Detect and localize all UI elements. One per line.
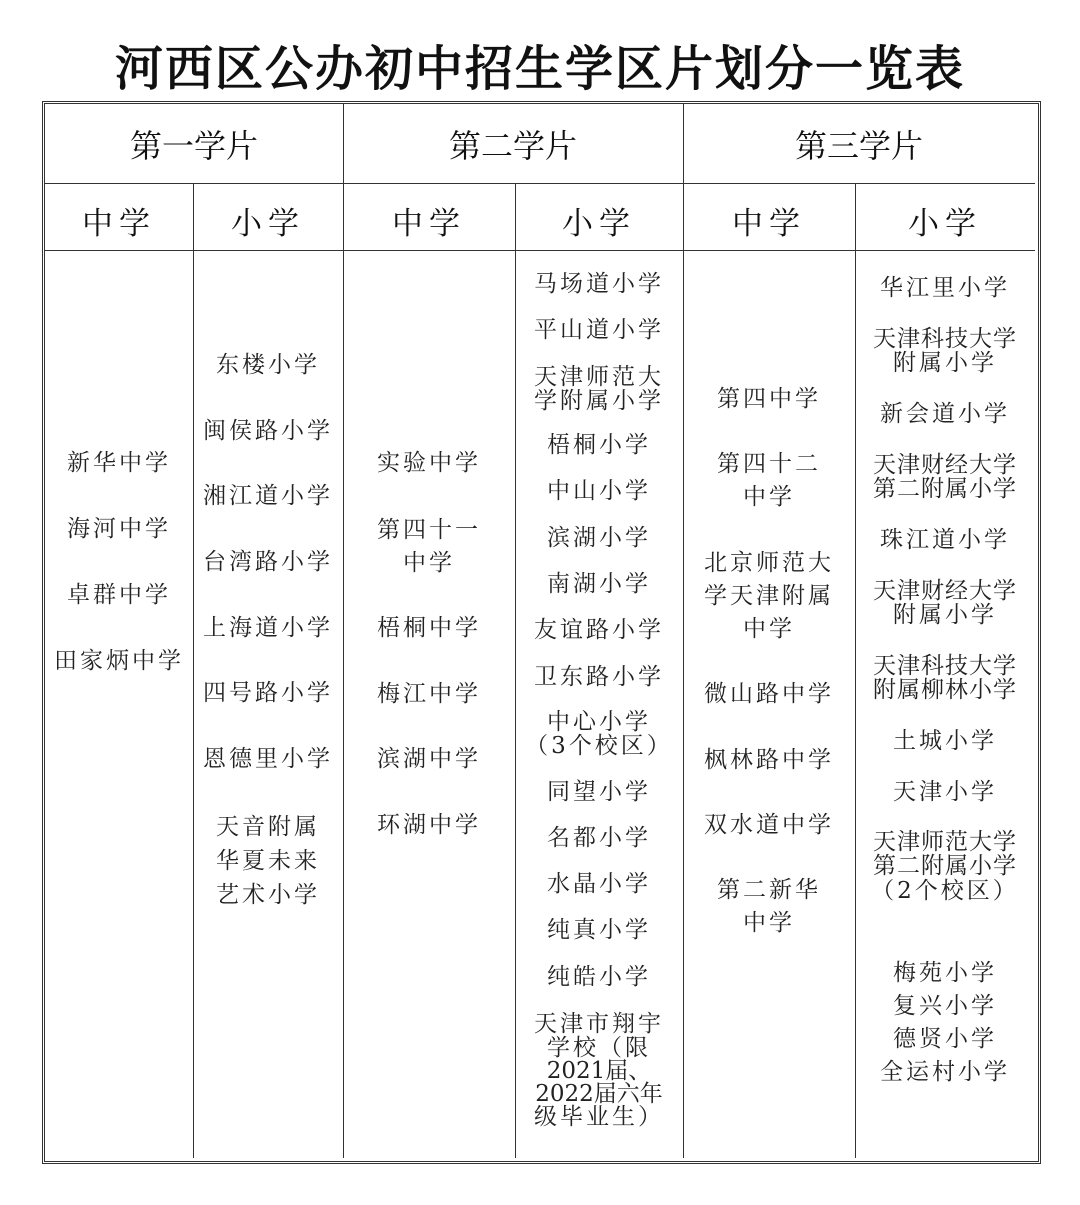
school-name: 第四十二 [717,451,821,477]
school-name: 湘江道小学 [203,483,333,509]
school-name: 德贤小学 [893,1026,997,1052]
school-name: 中学 [743,484,795,510]
school-name: 新会道小学 [880,401,1010,427]
school-name: 天津小学 [893,779,997,805]
school-name: 友谊路小学 [534,617,664,643]
school-name: 华夏未来 [216,848,320,874]
school-name: 艺术小学 [216,882,320,908]
school-name: 中学 [743,910,795,936]
zone3-middle-header: 中学 [732,206,806,242]
school-name: （3个校区） [525,733,673,759]
school-name: 实验中学 [377,450,481,476]
page-title: 河西区公办初中招生学区片划分一览表 [114,41,965,97]
school-name: 第四中学 [717,386,821,412]
school-name: 天津科技大学 [873,326,1017,352]
school-name: 新华中学 [67,450,171,476]
school-name: 枫林路中学 [704,747,834,773]
school-name: 天津市翔宇 [534,1011,664,1037]
school-name: 台湾路小学 [203,549,333,575]
school-name: 双水道中学 [704,812,834,838]
school-name: 复兴小学 [893,993,997,1019]
school-name: 附属小学 [893,350,997,376]
column-divider-1 [193,183,194,1158]
school-name: 梅苑小学 [893,960,997,986]
school-name: 附属小学 [893,602,997,628]
school-name: 闽侯路小学 [203,418,333,444]
school-name: 天津师范大 [534,364,664,390]
school-name: 马场道小学 [534,271,664,297]
zone2-primary-header: 小学 [562,206,636,242]
school-name: 中学 [403,550,455,576]
school-name: 学校（限 [547,1035,651,1061]
school-name: 东楼小学 [216,352,320,378]
school-name: （2个校区） [871,878,1019,904]
school-name: 天津科技大学 [873,653,1017,679]
school-name: 田家炳中学 [54,648,184,674]
school-name: 梧桐小学 [547,432,651,458]
zone1-header: 第一学片 [129,127,258,165]
school-name: 卓群中学 [67,582,171,608]
school-name: 海河中学 [67,516,171,542]
school-name: 滨湖中学 [377,746,481,772]
school-name: 上海道小学 [203,615,333,641]
zone1-primary-header: 小学 [231,206,305,242]
school-name: 华江里小学 [880,275,1010,301]
school-name: 北京师范大 [704,550,834,576]
school-name: 滨湖小学 [547,525,651,551]
school-name: 珠江道小学 [880,527,1010,553]
school-name: 全运村小学 [880,1059,1010,1085]
school-name: 天津财经大学 [873,578,1017,604]
school-name: 纯真小学 [547,917,651,943]
zone2-header: 第二学片 [448,127,577,165]
school-name: 第二附属小学 [873,476,1017,502]
zone3-header: 第三学片 [794,127,923,165]
school-name: 中学 [743,616,795,642]
school-name: 级毕业生） [534,1104,664,1130]
school-name: 土城小学 [893,728,997,754]
school-name: 中心小学 [547,709,651,735]
school-name: 学天津附属 [704,583,834,609]
school-name: 纯皓小学 [547,964,651,990]
school-name: 附属柳林小学 [873,677,1017,703]
school-name: 水晶小学 [547,871,651,897]
school-name: 梧桐中学 [377,615,481,641]
school-name: 四号路小学 [203,680,333,706]
school-name: 天津师范大学 [873,829,1017,855]
school-name: 微山路中学 [704,681,834,707]
school-name: 2021届、 [546,1058,652,1084]
school-name: 天津财经大学 [873,452,1017,478]
school-name: 第二附属小学 [873,853,1017,879]
zone2-middle-header: 中学 [392,206,466,242]
school-name: 同望小学 [547,779,651,805]
school-name: 学附属小学 [534,388,664,414]
school-name: 南湖小学 [547,571,651,597]
school-name: 卫东路小学 [534,664,664,690]
school-name: 平山道小学 [534,317,664,343]
school-name: 2022届六年 [535,1081,663,1107]
zone1-middle-header: 中学 [82,206,156,242]
school-name: 中山小学 [547,478,651,504]
school-name: 恩德里小学 [203,746,333,772]
school-name: 环湖中学 [377,812,481,838]
school-name: 梅江中学 [377,681,481,707]
school-name: 第四十一 [377,517,481,543]
school-name: 天音附属 [216,814,320,840]
zone3-primary-header: 小学 [908,206,982,242]
school-name: 名都小学 [547,825,651,851]
school-name: 第二新华 [717,877,821,903]
